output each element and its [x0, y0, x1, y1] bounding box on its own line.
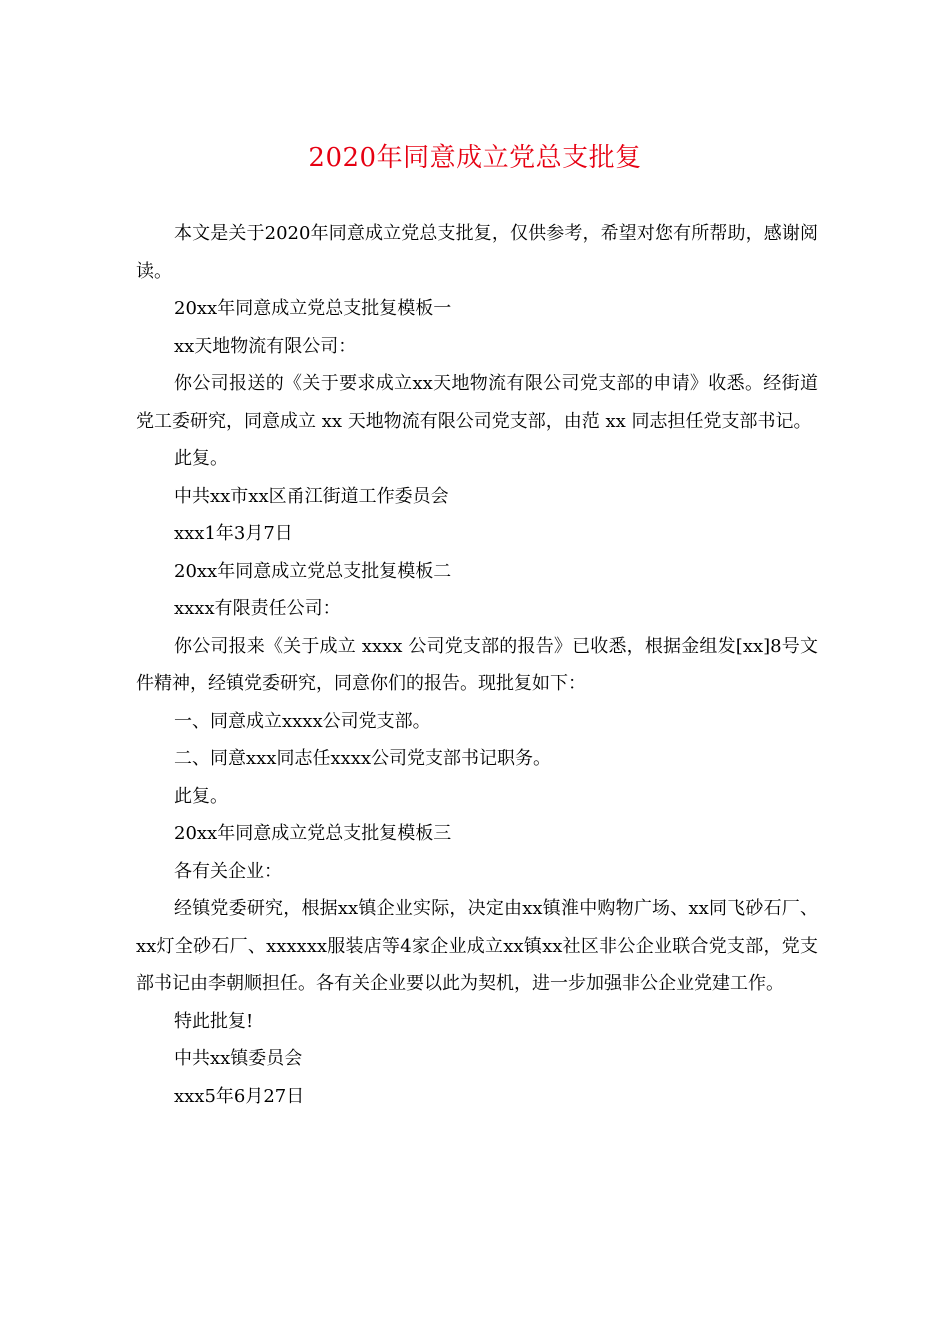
intro-paragraph: 本文是关于2020年同意成立党总支批复，仅供参考，希望对您有所帮助，感谢阅读。 — [136, 223, 818, 282]
signature-paragraph: 中共xx市xx区甬江街道工作委员会 — [174, 485, 449, 507]
list-item: 一、同意成立xxxx公司党支部。 — [174, 710, 431, 732]
template-three-heading: 20xx年同意成立党总支批复模板三 — [174, 823, 452, 844]
body-paragraph: 你公司报来《关于成立 xxxx 公司党支部的报告》已收悉，根据金组发[xx]8号文件精神，经镇党委研究，同意你们的报告。现批复如下： — [136, 635, 818, 694]
template-one-heading: 20xx年同意成立党总支批复模板一 — [174, 298, 452, 319]
document-title: 2020年同意成立党总支批复 — [308, 143, 642, 173]
template-two-heading: 20xx年同意成立党总支批复模板二 — [174, 560, 452, 582]
list-item: 二、同意xxx同志任xxxx公司党支部书记职务。 — [174, 748, 552, 769]
addressee-paragraph: 各有关企业： — [174, 860, 282, 882]
reply-closing: 特此批复! — [174, 1010, 254, 1032]
addressee-paragraph: xx天地物流有限公司： — [174, 335, 357, 357]
body-paragraph: 经镇党委研究，根据xx镇企业实际，决定由xx镇淮中购物广场、xx同飞砂石厂、xx灯全砂石厂、xxxxxx服装店等4家企业成立xx镇xx社区非公企业联合党支部，党支部书记由李朝顺担任。各有关企业要以此为契机，进一步加强非公企业党建工作。 — [136, 898, 818, 994]
date-paragraph: xxx1年3月7日 — [174, 523, 293, 544]
reply-closing: 此复。 — [174, 448, 228, 469]
document-body — [136, 215, 818, 1115]
reply-closing: 此复。 — [174, 785, 228, 807]
body-paragraph: 你公司报送的《关于要求成立xx天地物流有限公司党支部的申请》收悉。经街道党工委研究，同意成立 xx 天地物流有限公司党支部，由范 xx 同志担任党支部书记。 — [136, 373, 818, 432]
date-paragraph: xxx5年6月27日 — [174, 1085, 305, 1107]
addressee-paragraph: xxxx有限责任公司： — [174, 598, 341, 619]
signature-paragraph: 中共xx镇委员会 — [174, 1048, 303, 1069]
